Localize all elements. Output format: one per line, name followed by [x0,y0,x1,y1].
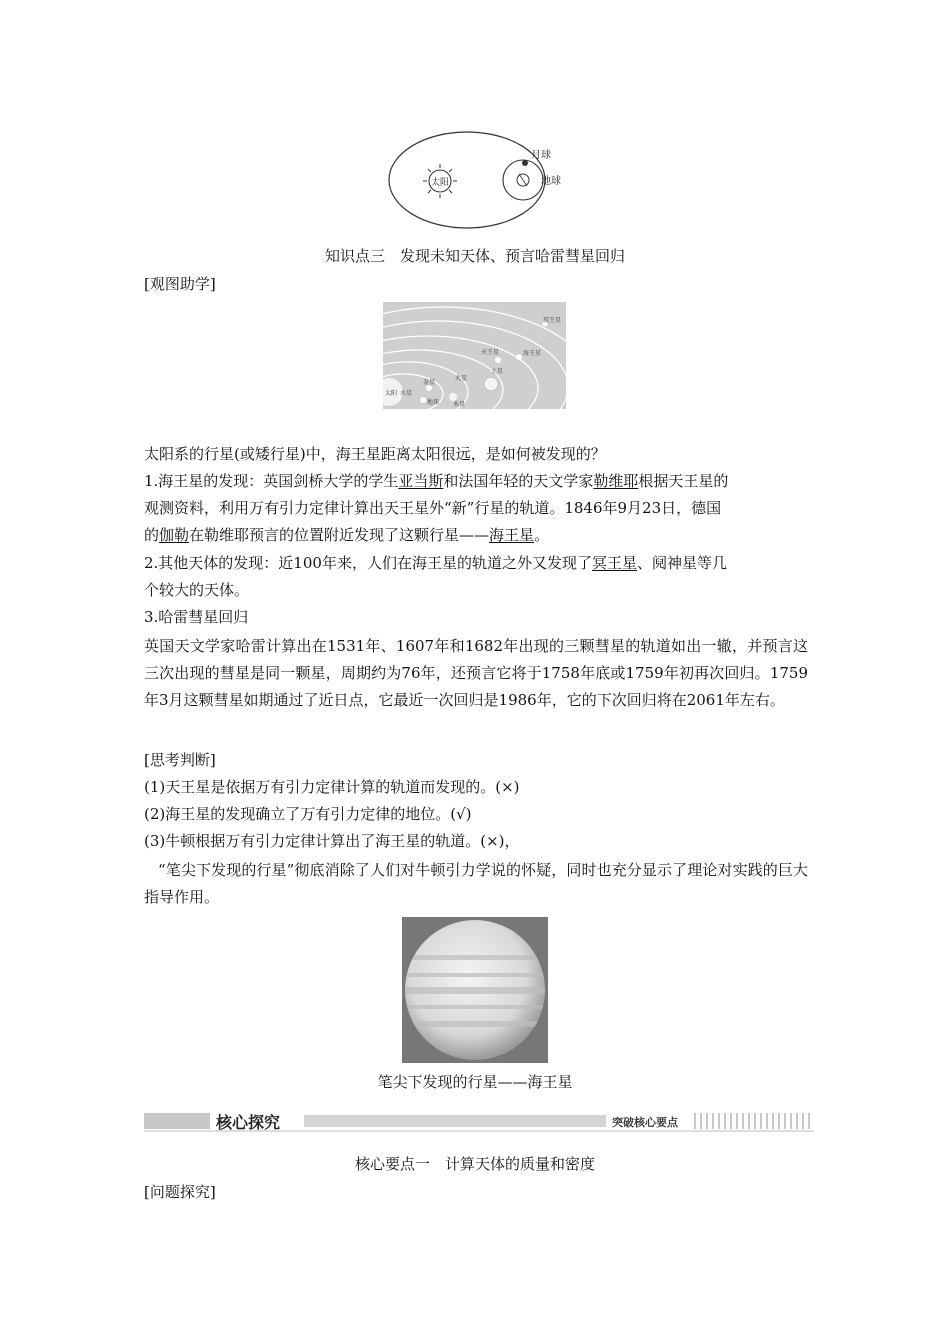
note: “笔尖下发现的行星”彻底消除了人们对牛顿引力学说的怀疑，同时也充分显示了理论对实践的巨大指导作用。 [144,861,808,906]
earth-label: 地球 [541,176,561,187]
core-banner [144,1109,814,1135]
orbit-diagram [385,128,565,232]
moon-label: 月球 [531,150,551,161]
banner-left: 核心探究 [216,1113,281,1132]
label-mercury: 水星 [400,390,413,397]
core-heading: 核心要点一 计算天体的质量和密度 [354,1155,595,1173]
p1-line3: 的伽勒在勒维耶预言的位置附近发现了这颗行星——海王星。 [144,526,550,544]
tag-view: [观图助学] [144,275,216,293]
photo-caption: 笔尖下发现的行星——海王星 [377,1073,573,1091]
label-earth: 地球 [427,399,440,406]
judge-3: (3)牛顿根据万有引力定律计算出了海王星的轨道。(×)， [144,832,520,850]
banner-right: 突破核心要点 [612,1116,678,1129]
label-pluto: 冥王星 [543,317,562,324]
underlined-galle: 伽勒 [159,526,190,544]
p1-line1: 1.海王星的发现：英国剑桥大学的学生亚当斯和法国年轻的天文学家勒维耶根据天王星的 [144,472,729,490]
neptune-photo [402,917,548,1063]
label-venus: 金星 [423,379,436,386]
tag-question: [问题探究] [144,1183,216,1201]
judge-2: (2)海王星的发现确立了万有引力定律的地位。(√) [144,805,472,823]
underlined-adams: 亚当斯 [398,472,444,490]
label-mars: 火星 [455,375,468,382]
judge-1: (1)天王星是依据万有引力定律计算的轨道而发现的。(×) [144,778,520,796]
underlined-leverrier: 勒维耶 [593,472,639,490]
sun-label: 太阳 [430,178,450,188]
p3-title: 3.哈雷彗星回归 [144,608,249,626]
p2-line2: 个较大的天体。 [144,581,250,599]
question: 太阳系的行星(或矮行星)中，海王星距离太阳很远，是如何被发现的？ [144,445,606,463]
label-neptune: 海王星 [523,350,542,357]
p3-body: 英国天文学家哈雷计算出在1531年、1607年和1682年出现的三颗彗星的轨道如出一辙，并预言这三次出现的彗星是同一颗星，周期约为76年，还预言它将于1758年底或1759年初再次回归。1759年3月这颗彗星如期通过了近日点，它最近一次回归是1986年，它的下次回归将在2061年左右。 [144,637,808,709]
label-uranus: 天王星 [481,349,500,356]
p2-line1: 2.其他天体的发现：近100年来，人们在海王星的轨道之外又发现了冥王星、阋神星等几 [144,554,727,572]
label-saturn: 土星 [491,368,504,375]
p1-line2: 观测资料，利用万有引力定律计算出天王星外“新”行星的轨道。1846年9月23日，德国 [144,499,722,517]
underlined-pluto: 冥王星 [591,554,637,572]
tag-think: [思考判断] [144,751,216,769]
moon-icon [522,160,528,166]
solar-system-image [383,302,566,409]
label-sun: 太阳 [385,390,398,397]
underlined-neptune: 海王星 [489,526,535,544]
label-jupiter: 木星 [453,401,466,408]
section-heading: 知识点三 发现未知天体、预言哈雷彗星回归 [324,247,625,265]
